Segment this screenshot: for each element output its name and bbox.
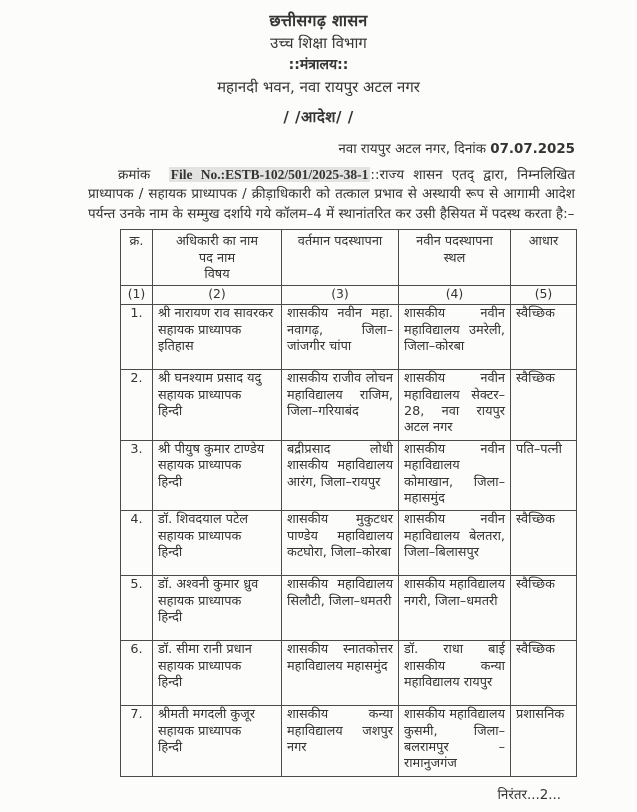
col-header-new-posting-line1: नवीन पदस्थापना xyxy=(416,234,493,250)
officer-cell xyxy=(153,706,282,777)
new-posting-cell: शासकीय महाविद्यालय नगरी, जिला–धमतरी xyxy=(399,576,511,641)
col-header-new-posting-line2: स्थल xyxy=(443,250,466,266)
col-header-officer xyxy=(153,230,282,286)
new-posting-cell: शासकीय नवीन महाविद्यालय कोमाखान, जिला–महासमुंद xyxy=(399,440,511,511)
dateline-place: नवा रायपुर अटल नगर, दिनांक xyxy=(338,142,487,157)
order-title: / /आदेश/ / xyxy=(283,108,354,126)
serial-cell: 1. xyxy=(121,305,153,370)
table-row xyxy=(121,305,577,370)
column-number-1: (1) xyxy=(121,286,153,305)
table-row xyxy=(121,706,577,777)
serial-cell: 5. xyxy=(121,576,153,641)
current-posting-cell: शासकीय राजीव लोचन महाविद्यालय राजिम, जिला–गरियाबंद xyxy=(282,370,399,441)
officer-name: श्री घनश्याम प्रसाद यदु xyxy=(158,371,262,387)
serial-cell: 4. xyxy=(121,511,153,576)
officer-subject: हिन्दी xyxy=(158,474,183,490)
continuation-note: निरंतर...2... xyxy=(497,787,561,803)
ministry-label: ::मंत्रालय:: xyxy=(288,57,349,73)
address-line: महानदी भवन, नवा रायपुर अटल नगर xyxy=(217,78,420,96)
officer-name: डॉ. शिवदयाल पटेल xyxy=(158,512,249,528)
col-header-officer-name: अधिकारी का नाम xyxy=(176,234,258,250)
preamble-body: ::राज्य शासन एतद् द्वारा, निम्नलिखित प्राध्यापक / सहायक प्राध्यापक / क्रीड़ाधिकारी को तत्काल प्रभाव से अस्थायी रूप से आगामी आदेश पर्यन्त उनके नाम के सम्मुख दर्शाये गये कॉलम–4 में स्थानांतरित कर उसी हैसियत में पदस्थ करता है:– xyxy=(88,167,575,222)
serial-cell: 6. xyxy=(121,641,153,706)
officer-subject: इतिहास xyxy=(158,339,194,355)
basis-cell: स्वैच्छिक xyxy=(511,641,577,706)
col-header-basis: आधार xyxy=(511,230,577,286)
new-posting-cell: शासकीय नवीन महाविद्यालय बेलतरा, जिला–बिलासपुर xyxy=(399,511,511,576)
officer-name: श्रीमती मगदली कुजूर xyxy=(158,707,255,723)
officer-name: डॉ. अश्वनी कुमार ध्रुव xyxy=(158,577,259,593)
officer-subject: हिन्दी xyxy=(158,740,183,756)
officer-cell xyxy=(153,641,282,706)
serial-cell: 7. xyxy=(121,706,153,777)
dateline-date: 07.07.2025 xyxy=(490,142,575,157)
place-date-line xyxy=(0,139,637,157)
column-number-4: (4) xyxy=(399,286,511,305)
col-header-new-posting xyxy=(399,230,511,286)
table-row xyxy=(121,576,577,641)
officer-subject: हिन्दी xyxy=(158,675,183,691)
officer-subject: हिन्दी xyxy=(158,610,183,626)
preamble-paragraph xyxy=(88,165,575,224)
officer-post: सहायक प्राध्यापक xyxy=(158,458,242,474)
officer-post: सहायक प्राध्यापक xyxy=(158,658,242,674)
officer-cell xyxy=(153,511,282,576)
serial-cell: 2. xyxy=(121,370,153,441)
table-row xyxy=(121,511,577,576)
officer-cell xyxy=(153,440,282,511)
column-number-3: (3) xyxy=(282,286,399,305)
current-posting-cell: शासकीय कन्या महाविद्यालय जशपुर नगर xyxy=(282,706,399,777)
officer-post: सहायक प्राध्यापक xyxy=(158,723,242,739)
basis-cell: पति–पत्नी xyxy=(511,440,577,511)
officer-name: श्री नारायण राव सावरकर xyxy=(158,306,274,322)
col-header-officer-subject: विषय xyxy=(204,267,230,283)
current-posting-cell: बद्रीप्रसाद लोधी शासकीय महाविद्यालय आरंग, जिला–रायपुर xyxy=(282,440,399,511)
officer-post: सहायक प्राध्यापक xyxy=(158,322,242,338)
officer-post: सहायक प्राध्यापक xyxy=(158,593,242,609)
column-number-2: (2) xyxy=(153,286,282,305)
current-posting-cell: शासकीय मुकुटधर पाण्डेय महाविद्यालय कटघोरा, जिला–कोरबा xyxy=(282,511,399,576)
government-title: छत्तीसगढ़ शासन xyxy=(269,11,368,30)
file-number: File No.:ESTB-102/501/2025-38-1 xyxy=(170,167,369,182)
officer-name: डॉ. सीमा रानी प्रधान xyxy=(158,642,252,658)
new-posting-cell: डॉ. राधा बाई शासकीय कन्या महाविद्यालय रायपुर xyxy=(399,641,511,706)
current-posting-cell: शासकीय स्नातकोत्तर महाविद्यालय महासमुंद xyxy=(282,641,399,706)
officer-cell xyxy=(153,576,282,641)
new-posting-cell: शासकीय नवीन महाविद्यालय उमरेली, जिला–कोरबा xyxy=(399,305,511,370)
officer-subject: हिन्दी xyxy=(158,545,183,561)
col-header-officer-post: पद नाम xyxy=(198,250,236,266)
new-posting-cell: शासकीय नवीन महाविद्यालय सेक्टर–28, नवा रायपुर अटल नगर xyxy=(399,370,511,441)
officer-name: श्री पीयुष कुमार टाण्डेय xyxy=(158,441,265,457)
basis-cell: प्रशासनिक xyxy=(511,706,577,777)
basis-cell: स्वैच्छिक xyxy=(511,576,577,641)
column-number-5: (5) xyxy=(511,286,577,305)
basis-cell: स्वैच्छिक xyxy=(511,305,577,370)
table-row xyxy=(121,370,577,441)
table-row xyxy=(121,641,577,706)
department-title: उच्च शिक्षा विभाग xyxy=(270,34,367,52)
serial-word: क्रमांक xyxy=(118,167,151,183)
table-row xyxy=(121,440,577,511)
new-posting-cell: शासकीय महाविद्यालय कुसमी, जिला–बलरामपुर – रामानुजगंज xyxy=(399,706,511,777)
col-header-current-posting: वर्तमान पदस्थापना xyxy=(282,230,399,286)
document-header xyxy=(0,0,637,97)
column-number-row xyxy=(121,286,577,305)
current-posting-cell: शासकीय नवीन महा. नवागढ़, जिला–जांजगीर चांपा xyxy=(282,305,399,370)
officer-post: सहायक प्राध्यापक xyxy=(158,528,242,544)
officer-cell xyxy=(153,370,282,441)
col-header-serial: क्र. xyxy=(121,230,153,286)
table-header-row xyxy=(121,230,577,286)
transfer-order-table xyxy=(120,229,577,777)
officer-post: सहायक प्राध्यापक xyxy=(158,387,242,403)
officer-subject: हिन्दी xyxy=(158,404,183,420)
basis-cell: स्वैच्छिक xyxy=(511,511,577,576)
serial-cell: 3. xyxy=(121,440,153,511)
basis-cell: स्वैच्छिक xyxy=(511,370,577,441)
current-posting-cell: शासकीय महाविद्यालय सिलौटी, जिला–धमतरी xyxy=(282,576,399,641)
officer-cell xyxy=(153,305,282,370)
